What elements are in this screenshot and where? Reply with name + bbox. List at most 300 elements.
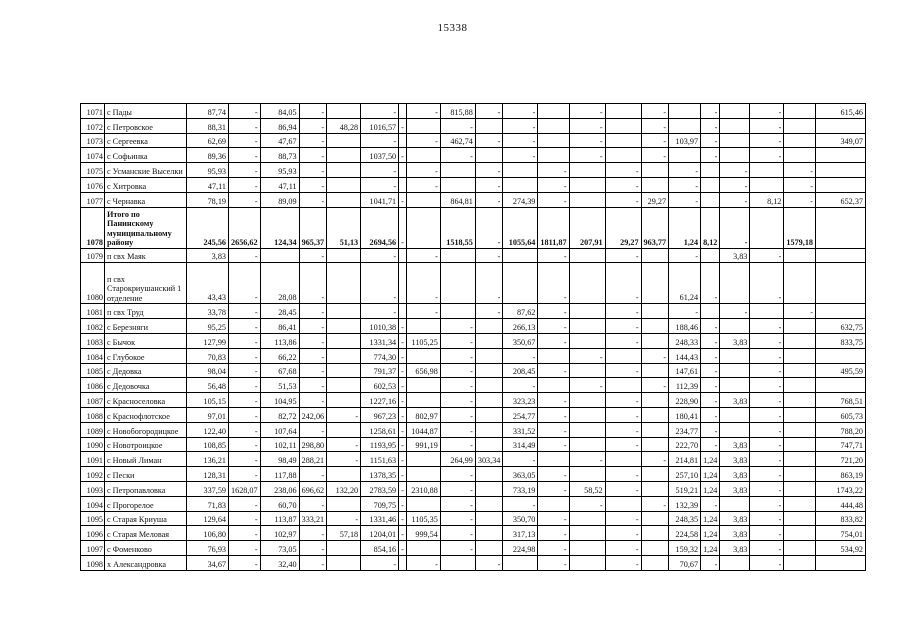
value-cell	[701, 192, 720, 207]
value-cell: 1151,63	[361, 452, 399, 467]
table-row	[81, 104, 866, 119]
value-cell	[399, 304, 407, 319]
value-cell: -	[299, 248, 327, 263]
value-cell: -	[327, 437, 361, 452]
value-cell: 317,13	[503, 526, 538, 541]
value-cell: -	[399, 148, 407, 163]
value-cell: 132,39	[669, 496, 701, 511]
value-cell: -	[399, 496, 407, 511]
value-cell: -	[569, 148, 605, 163]
value-cell	[475, 511, 503, 526]
value-cell: -	[475, 207, 503, 248]
row-number-cell: 1080	[81, 263, 105, 304]
value-cell	[538, 104, 569, 119]
value-cell	[784, 526, 816, 541]
value-cell: 78,19	[187, 192, 229, 207]
value-cell: -	[406, 304, 440, 319]
value-cell	[475, 481, 503, 496]
value-cell	[720, 263, 750, 304]
value-cell: -	[605, 555, 641, 570]
value-cell	[538, 133, 569, 148]
value-cell: -	[750, 319, 784, 334]
value-cell: -	[229, 541, 261, 556]
value-cell	[816, 348, 866, 363]
value-cell	[440, 248, 475, 263]
value-cell: 95,93	[260, 163, 299, 178]
value-cell: -	[399, 393, 407, 408]
row-number-cell: 1078	[81, 207, 105, 248]
value-cell: -	[399, 422, 407, 437]
table-row	[81, 481, 866, 496]
value-cell: -	[669, 163, 701, 178]
value-cell	[475, 526, 503, 541]
value-cell: 112,39	[669, 378, 701, 393]
value-cell	[784, 541, 816, 556]
value-cell	[327, 148, 361, 163]
value-cell: 67,68	[260, 363, 299, 378]
value-cell: -	[229, 378, 261, 393]
value-cell: 3,83	[720, 511, 750, 526]
table-row	[81, 422, 866, 437]
value-cell	[569, 319, 605, 334]
value-cell: 1010,38	[361, 319, 399, 334]
value-cell: -	[569, 104, 605, 119]
table-row	[81, 511, 866, 526]
value-cell: -	[538, 177, 569, 192]
value-cell: 60,70	[260, 496, 299, 511]
value-cell: -	[399, 437, 407, 452]
value-cell: 1227,16	[361, 393, 399, 408]
value-cell: 1378,35	[361, 467, 399, 482]
value-cell	[784, 407, 816, 422]
value-cell	[784, 467, 816, 482]
value-cell	[720, 555, 750, 570]
value-cell: -	[669, 304, 701, 319]
value-cell: -	[475, 555, 503, 570]
value-cell	[701, 304, 720, 319]
value-cell: -	[720, 192, 750, 207]
value-cell: -	[361, 263, 399, 304]
value-cell: -	[701, 333, 720, 348]
value-cell: 303,34	[475, 452, 503, 467]
row-number-cell: 1082	[81, 319, 105, 334]
value-cell: -	[440, 333, 475, 348]
value-cell	[406, 207, 440, 248]
value-cell: -	[538, 511, 569, 526]
table-row	[81, 555, 866, 570]
value-cell	[784, 363, 816, 378]
value-cell: 1204,01	[361, 526, 399, 541]
value-cell: -	[361, 248, 399, 263]
value-cell: 113,87	[260, 511, 299, 526]
value-cell: 47,11	[187, 177, 229, 192]
value-cell: -	[229, 555, 261, 570]
value-cell	[569, 363, 605, 378]
value-cell: 56,48	[187, 378, 229, 393]
value-cell: 228,90	[669, 393, 701, 408]
value-cell: -	[229, 511, 261, 526]
value-cell: 444,48	[816, 496, 866, 511]
value-cell: 180,41	[669, 407, 701, 422]
value-cell: -	[503, 348, 538, 363]
row-number-cell: 1077	[81, 192, 105, 207]
value-cell: -	[361, 555, 399, 570]
value-cell: 3,83	[720, 526, 750, 541]
value-cell: -	[399, 192, 407, 207]
value-cell	[569, 541, 605, 556]
value-cell: -	[784, 192, 816, 207]
value-cell: -	[750, 263, 784, 304]
value-cell: -	[299, 333, 327, 348]
value-cell: -	[605, 407, 641, 422]
value-cell: 534,92	[816, 541, 866, 556]
value-cell: 721,20	[816, 452, 866, 467]
value-cell: 333,21	[299, 511, 327, 526]
value-cell: 1044,87	[406, 422, 440, 437]
value-cell: 495,59	[816, 363, 866, 378]
value-cell: -	[406, 248, 440, 263]
settlement-name-cell: с Хитровка	[105, 177, 187, 192]
value-cell: 863,19	[816, 467, 866, 482]
value-cell: 2656,62	[229, 207, 261, 248]
value-cell	[503, 263, 538, 304]
row-number-cell: 1094	[81, 496, 105, 511]
row-number-cell: 1087	[81, 393, 105, 408]
value-cell	[641, 511, 669, 526]
value-cell	[569, 263, 605, 304]
value-cell: 57,18	[327, 526, 361, 541]
row-number-cell: 1074	[81, 148, 105, 163]
value-cell	[641, 248, 669, 263]
value-cell	[503, 248, 538, 263]
value-cell	[569, 304, 605, 319]
value-cell: 3,83	[720, 248, 750, 263]
value-cell: -	[605, 263, 641, 304]
value-cell	[669, 104, 701, 119]
value-cell	[569, 526, 605, 541]
value-cell: 117,88	[260, 467, 299, 482]
value-cell: -	[605, 248, 641, 263]
value-cell: 8,12	[701, 207, 720, 248]
value-cell: 1,24	[701, 481, 720, 496]
settlement-name-cell: с Новобогородицкое	[105, 422, 187, 437]
settlement-name-cell: с Пады	[105, 104, 187, 119]
value-cell: -	[538, 304, 569, 319]
value-cell: -	[750, 148, 784, 163]
value-cell	[475, 148, 503, 163]
value-cell: -	[750, 407, 784, 422]
value-cell	[406, 393, 440, 408]
value-cell	[475, 541, 503, 556]
value-cell: -	[299, 378, 327, 393]
value-cell: 605,73	[816, 407, 866, 422]
settlement-name-cell: п свх Старокриушанский 1 отделение	[105, 263, 187, 304]
table-row	[81, 526, 866, 541]
value-cell: -	[299, 163, 327, 178]
value-cell: -	[229, 248, 261, 263]
value-cell	[406, 319, 440, 334]
value-cell: -	[701, 118, 720, 133]
value-cell	[641, 177, 669, 192]
value-cell: -	[569, 496, 605, 511]
value-cell: 2783,59	[361, 481, 399, 496]
value-cell: -	[503, 148, 538, 163]
table-row	[81, 148, 866, 163]
value-cell: -	[605, 422, 641, 437]
value-cell: 61,24	[669, 263, 701, 304]
value-cell: 43,43	[187, 263, 229, 304]
value-cell: 1331,34	[361, 333, 399, 348]
row-number-cell: 1081	[81, 304, 105, 319]
value-cell: 103,97	[669, 133, 701, 148]
value-cell: 207,91	[569, 207, 605, 248]
value-cell: -	[750, 422, 784, 437]
value-cell	[406, 452, 440, 467]
value-cell	[327, 304, 361, 319]
value-cell: 788,20	[816, 422, 866, 437]
value-cell	[440, 163, 475, 178]
value-cell	[784, 319, 816, 334]
value-cell: -	[701, 555, 720, 570]
value-cell	[816, 378, 866, 393]
value-cell: 106,80	[187, 526, 229, 541]
value-cell: -	[229, 163, 261, 178]
value-cell: 132,20	[327, 481, 361, 496]
value-cell	[440, 304, 475, 319]
value-cell	[327, 541, 361, 556]
value-cell: -	[299, 304, 327, 319]
value-cell: -	[229, 148, 261, 163]
value-cell: -	[669, 248, 701, 263]
value-cell	[327, 393, 361, 408]
settlement-name-cell: с Бычок	[105, 333, 187, 348]
value-cell	[569, 177, 605, 192]
value-cell	[406, 148, 440, 163]
value-cell: -	[538, 248, 569, 263]
value-cell: 70,67	[669, 555, 701, 570]
value-cell: -	[399, 511, 407, 526]
value-cell	[701, 248, 720, 263]
value-cell: -	[299, 263, 327, 304]
value-cell: 254,77	[503, 407, 538, 422]
value-cell: -	[701, 263, 720, 304]
value-cell: 3,83	[720, 333, 750, 348]
value-cell: -	[503, 133, 538, 148]
value-cell: 76,93	[187, 541, 229, 556]
value-cell	[605, 104, 641, 119]
table-row	[81, 393, 866, 408]
value-cell	[784, 452, 816, 467]
value-cell: 33,78	[187, 304, 229, 319]
value-cell	[641, 319, 669, 334]
value-cell: 833,75	[816, 333, 866, 348]
value-cell	[784, 248, 816, 263]
value-cell: -	[641, 118, 669, 133]
value-cell: 62,69	[187, 133, 229, 148]
value-cell: -	[399, 363, 407, 378]
value-cell	[406, 467, 440, 482]
value-cell	[641, 363, 669, 378]
value-cell: -	[605, 467, 641, 482]
value-cell	[784, 496, 816, 511]
value-cell	[720, 104, 750, 119]
value-cell	[605, 118, 641, 133]
value-cell: -	[327, 452, 361, 467]
value-cell: -	[475, 133, 503, 148]
table-row	[81, 133, 866, 148]
value-cell: 144,43	[669, 348, 701, 363]
row-number-cell: 1093	[81, 481, 105, 496]
value-cell: -	[229, 333, 261, 348]
value-cell	[406, 348, 440, 363]
value-cell: 147,61	[669, 363, 701, 378]
value-cell: -	[229, 467, 261, 482]
value-cell	[538, 452, 569, 467]
value-cell: 108,85	[187, 437, 229, 452]
value-cell	[327, 263, 361, 304]
value-cell: 1037,50	[361, 148, 399, 163]
value-cell	[569, 437, 605, 452]
value-cell: -	[605, 437, 641, 452]
value-cell: 733,19	[503, 481, 538, 496]
value-cell: -	[750, 481, 784, 496]
value-cell: -	[475, 104, 503, 119]
value-cell: -	[229, 177, 261, 192]
row-number-cell: 1089	[81, 422, 105, 437]
value-cell	[720, 118, 750, 133]
value-cell: -	[750, 393, 784, 408]
value-cell	[750, 304, 784, 319]
value-cell: -	[750, 378, 784, 393]
value-cell: 1105,25	[406, 333, 440, 348]
value-cell: -	[475, 192, 503, 207]
value-cell: -	[720, 163, 750, 178]
value-cell	[399, 263, 407, 304]
value-cell	[475, 319, 503, 334]
value-cell: 224,58	[669, 526, 701, 541]
value-cell: 1518,55	[440, 207, 475, 248]
value-cell: -	[701, 319, 720, 334]
value-cell	[327, 348, 361, 363]
value-cell: 768,51	[816, 393, 866, 408]
table-row	[81, 118, 866, 133]
value-cell: 991,19	[406, 437, 440, 452]
settlement-name-cell: с Петропавловка	[105, 481, 187, 496]
value-cell	[641, 555, 669, 570]
value-cell: 66,22	[260, 348, 299, 363]
value-cell: -	[229, 104, 261, 119]
value-cell	[784, 133, 816, 148]
value-cell: 70,83	[187, 348, 229, 363]
settlement-name-cell: с Дедовочка	[105, 378, 187, 393]
value-cell: 999,54	[406, 526, 440, 541]
value-cell: -	[750, 511, 784, 526]
value-cell: 257,10	[669, 467, 701, 482]
value-cell	[475, 422, 503, 437]
value-cell: -	[299, 422, 327, 437]
value-cell: -	[538, 393, 569, 408]
value-cell	[406, 192, 440, 207]
value-cell: 288,21	[299, 452, 327, 467]
value-cell	[569, 422, 605, 437]
value-cell: 245,56	[187, 207, 229, 248]
value-cell: 854,16	[361, 541, 399, 556]
value-cell: 214,81	[669, 452, 701, 467]
value-cell: -	[701, 496, 720, 511]
value-cell	[327, 378, 361, 393]
value-cell: -	[701, 422, 720, 437]
value-cell: -	[229, 192, 261, 207]
settlement-name-cell: с Старая Криуша	[105, 511, 187, 526]
value-cell: 3,83	[720, 437, 750, 452]
value-cell	[784, 333, 816, 348]
value-cell: 127,99	[187, 333, 229, 348]
value-cell: 102,11	[260, 437, 299, 452]
value-cell: -	[299, 348, 327, 363]
value-cell: 632,75	[816, 319, 866, 334]
value-cell	[750, 163, 784, 178]
value-cell: 84,05	[260, 104, 299, 119]
value-cell	[720, 407, 750, 422]
table-row	[81, 163, 866, 178]
value-cell: 363,05	[503, 467, 538, 482]
value-cell	[784, 393, 816, 408]
value-cell: 1,24	[701, 526, 720, 541]
value-cell: -	[229, 526, 261, 541]
value-cell: -	[641, 452, 669, 467]
table-row	[81, 407, 866, 422]
value-cell	[538, 148, 569, 163]
value-cell: 274,39	[503, 192, 538, 207]
value-cell: 833,82	[816, 511, 866, 526]
value-cell: -	[229, 496, 261, 511]
value-cell: -	[750, 363, 784, 378]
settlement-name-cell: с Сергеевка	[105, 133, 187, 148]
settlement-name-cell: с Старая Меловая	[105, 526, 187, 541]
value-cell: -	[440, 467, 475, 482]
value-cell	[475, 333, 503, 348]
row-number-cell: 1096	[81, 526, 105, 541]
value-cell: -	[750, 452, 784, 467]
value-cell	[701, 163, 720, 178]
value-cell: -	[229, 133, 261, 148]
value-cell: -	[701, 104, 720, 119]
value-cell: 1743,22	[816, 481, 866, 496]
value-cell: 51,53	[260, 378, 299, 393]
value-cell: 802,97	[406, 407, 440, 422]
value-cell: 95,93	[187, 163, 229, 178]
table-row	[81, 363, 866, 378]
value-cell	[641, 393, 669, 408]
value-cell: -	[641, 148, 669, 163]
value-cell	[720, 378, 750, 393]
value-cell: 159,32	[669, 541, 701, 556]
value-cell	[720, 422, 750, 437]
value-cell	[327, 496, 361, 511]
value-cell	[538, 378, 569, 393]
value-cell: 3,83	[720, 481, 750, 496]
value-cell: -	[701, 437, 720, 452]
value-cell: 331,52	[503, 422, 538, 437]
value-cell: -	[399, 333, 407, 348]
value-cell: -	[399, 207, 407, 248]
value-cell: -	[701, 348, 720, 363]
value-cell: -	[475, 163, 503, 178]
value-cell	[327, 177, 361, 192]
value-cell: 462,74	[440, 133, 475, 148]
value-cell	[327, 422, 361, 437]
value-cell	[816, 177, 866, 192]
